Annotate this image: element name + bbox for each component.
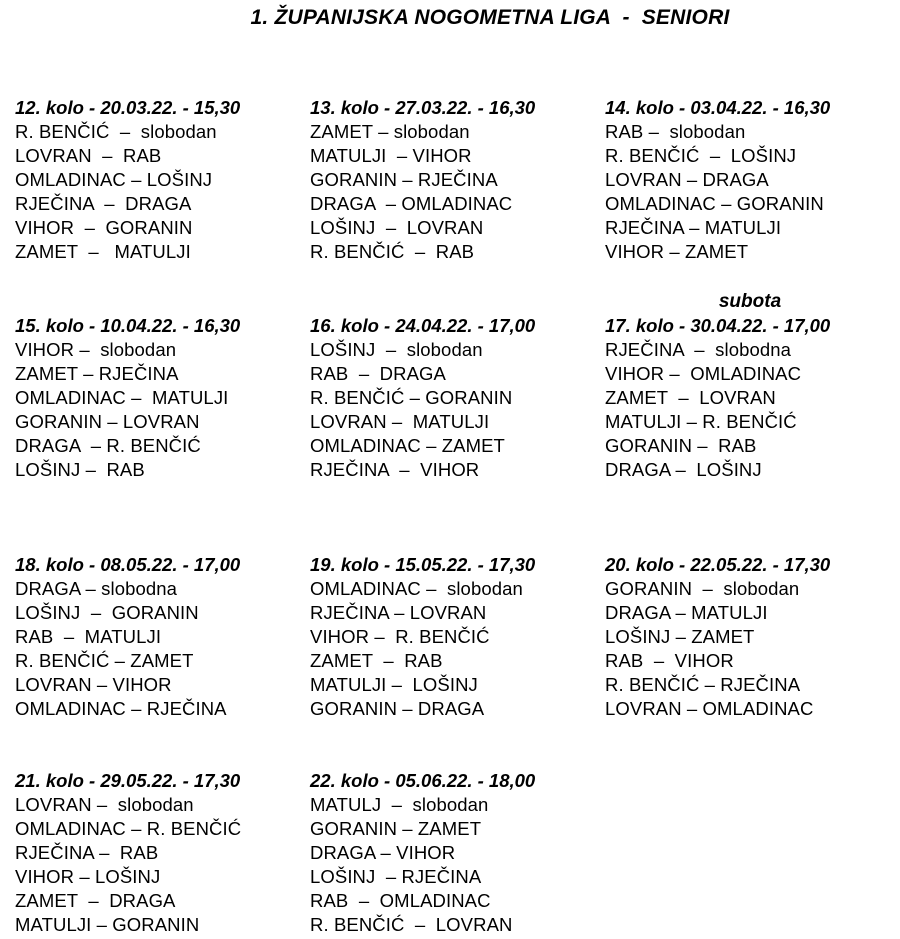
- match: OMLADINAC – MATULJI: [15, 387, 229, 408]
- match: R. BENČIĆ – ZAMET: [15, 650, 194, 671]
- match: OMLADINAC – LOŠINJ: [15, 169, 213, 190]
- round-18: [15, 553, 305, 721]
- match: RAB – VIHOR: [605, 650, 734, 671]
- match: VIHOR – LOŠINJ: [15, 866, 161, 887]
- round-21: [15, 769, 305, 937]
- match: LOVRAN – DRAGA: [605, 169, 769, 190]
- match: OMLADINAC – ZAMET: [310, 435, 505, 456]
- match: LOŠINJ – GORANIN: [15, 602, 199, 623]
- match: RJEČINA – VIHOR: [310, 459, 480, 480]
- match: LOVRAN – VIHOR: [15, 674, 172, 695]
- match-bye: LOVRAN – slobodan: [15, 794, 194, 815]
- match: GORANIN – ZAMET: [310, 818, 482, 839]
- match: GORANIN – DRAGA: [310, 698, 485, 719]
- match: GORANIN – RJEČINA: [310, 169, 498, 190]
- match: RJEČINA – RAB: [15, 842, 159, 863]
- match: VIHOR – R. BENČIĆ: [310, 626, 490, 647]
- match: RAB – DRAGA: [310, 363, 446, 384]
- round-header: 13. kolo - 27.03.22. - 16,30: [310, 97, 536, 118]
- round-20: [605, 553, 895, 721]
- match: R. BENČIĆ – LOŠINJ: [605, 145, 797, 166]
- match-bye: MATULJ – slobodan: [310, 794, 489, 815]
- round-16: [310, 314, 600, 482]
- match: OMLADINAC – GORANIN: [605, 193, 824, 214]
- match: VIHOR – GORANIN: [15, 217, 193, 238]
- match: R. BENČIĆ – GORANIN: [310, 387, 513, 408]
- match: LOŠINJ – RJEČINA: [310, 866, 482, 887]
- round-note-saturday: subota: [718, 291, 782, 312]
- round-14: [605, 96, 895, 264]
- match: R. BENČIĆ – RAB: [310, 241, 475, 262]
- round-header: 20. kolo - 22.05.22. - 17,30: [605, 554, 831, 575]
- match: GORANIN – RAB: [605, 435, 757, 456]
- round-header: 19. kolo - 15.05.22. - 17,30: [310, 554, 536, 575]
- match: MATULJI – GORANIN: [15, 914, 200, 935]
- round-13: [310, 96, 600, 264]
- match: MATULJI – LOŠINJ: [310, 674, 478, 695]
- match: LOŠINJ – RAB: [15, 459, 145, 480]
- match-bye: OMLADINAC – slobodan: [310, 578, 523, 599]
- round-19: [310, 553, 600, 721]
- round-header: 22. kolo - 05.06.22. - 18,00: [310, 770, 536, 791]
- page-title: 1. ŽUPANIJSKA NOGOMETNA LIGA - SENIORI: [250, 6, 730, 29]
- match: ZAMET – RAB: [310, 650, 443, 671]
- match: RJEČINA – MATULJI: [605, 217, 782, 238]
- match: ZAMET – LOVRAN: [605, 387, 776, 408]
- match-bye: RJEČINA – slobodna: [605, 339, 792, 360]
- match: OMLADINAC – RJEČINA: [15, 698, 227, 719]
- round-header: 16. kolo - 24.04.22. - 17,00: [310, 315, 536, 336]
- match: ZAMET – MATULJI: [15, 241, 191, 262]
- match: LOVRAN – MATULJI: [310, 411, 490, 432]
- match-bye: LOŠINJ – slobodan: [310, 339, 483, 360]
- match: LOŠINJ – ZAMET: [605, 626, 755, 647]
- round-header: 12. kolo - 20.03.22. - 15,30: [15, 97, 241, 118]
- round-header: 15. kolo - 10.04.22. - 16,30: [15, 315, 241, 336]
- match-bye: DRAGA – slobodna: [15, 578, 178, 599]
- match: RAB – OMLADINAC: [310, 890, 491, 911]
- match: MATULJI – R. BENČIĆ: [605, 411, 797, 432]
- round-header: 17. kolo - 30.04.22. - 17,00: [605, 315, 831, 336]
- match: DRAGA – OMLADINAC: [310, 193, 513, 214]
- match: DRAGA – MATULJI: [605, 602, 768, 623]
- match: LOŠINJ – LOVRAN: [310, 217, 484, 238]
- match-bye: GORANIN – slobodan: [605, 578, 800, 599]
- round-15: [15, 314, 305, 482]
- match: OMLADINAC – R. BENČIĆ: [15, 818, 242, 839]
- round-22: [310, 769, 600, 937]
- round-header: 21. kolo - 29.05.22. - 17,30: [15, 770, 241, 791]
- round-header: 18. kolo - 08.05.22. - 17,00: [15, 554, 241, 575]
- match: DRAGA – LOŠINJ: [605, 459, 762, 480]
- match: RJEČINA – LOVRAN: [310, 602, 487, 623]
- match: ZAMET – RJEČINA: [15, 363, 179, 384]
- match: LOVRAN – OMLADINAC: [605, 698, 814, 719]
- round-17: [605, 290, 895, 482]
- match-bye: R. BENČIĆ – slobodan: [15, 121, 217, 142]
- match: ZAMET – DRAGA: [15, 890, 176, 911]
- match: R. BENČIĆ – RJEČINA: [605, 674, 801, 695]
- match: R. BENČIĆ – LOVRAN: [310, 914, 513, 935]
- match: VIHOR – OMLADINAC: [605, 363, 802, 384]
- match-bye: VIHOR – slobodan: [15, 339, 177, 360]
- match: DRAGA – VIHOR: [310, 842, 456, 863]
- match: MATULJI – VIHOR: [310, 145, 472, 166]
- match: VIHOR – ZAMET: [605, 241, 749, 262]
- match: LOVRAN – RAB: [15, 145, 162, 166]
- match-bye: RAB – slobodan: [605, 121, 746, 142]
- match: DRAGA – R. BENČIĆ: [15, 435, 201, 456]
- match: GORANIN – LOVRAN: [15, 411, 200, 432]
- match: RJEČINA – DRAGA: [15, 193, 192, 214]
- match: RAB – MATULJI: [15, 626, 162, 647]
- round-12: [15, 96, 305, 264]
- match-bye: ZAMET – slobodan: [310, 121, 470, 142]
- round-header: 14. kolo - 03.04.22. - 16,30: [605, 97, 831, 118]
